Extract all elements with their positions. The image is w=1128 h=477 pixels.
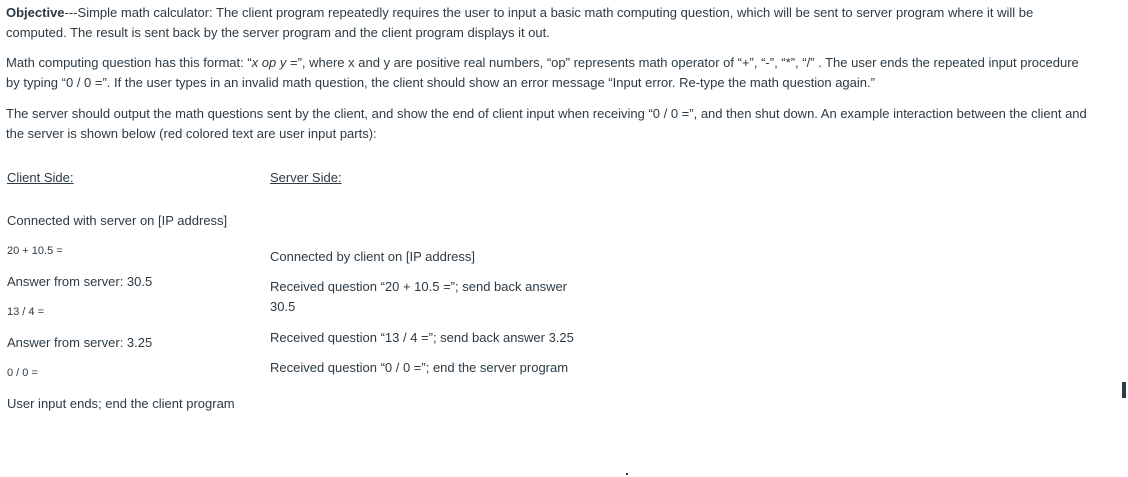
format-paragraph: [6, 53, 1096, 93]
client-line: Answer from server: 30.5: [7, 274, 153, 289]
server-line: Connected by client on [IP address]: [270, 249, 475, 264]
client-line: Answer from server: 3.25: [7, 335, 153, 350]
client-side-heading: Client Side:: [7, 170, 74, 185]
client-line: 0 / 0 =: [7, 367, 38, 379]
server-side-heading: Server Side:: [270, 170, 342, 185]
objective-text: ---Simple math calculator: The client program repeatedly requires the user to input a basic math computing question, which will be sent to server program where it will be computed. The result is sent back by the server program and the client program displays it out.: [6, 5, 1034, 40]
objective-label: Objective: [6, 5, 65, 20]
server-line: 30.5: [270, 299, 296, 314]
server-line: Received question “13 / 4 =”; send back answer 3.25: [270, 330, 574, 345]
dot-artifact: [626, 473, 628, 475]
client-line: 13 / 4 =: [7, 306, 45, 318]
objective-paragraph: [6, 3, 1096, 43]
server-line: Received question “0 / 0 =”; end the server program: [270, 360, 569, 375]
server-description-paragraph: The server should output the math questions sent by the client, and show the end of client input when receiving “0 / 0 =”, and then shut down. An example interaction between the client and the server is shown below (red colored text are user input parts):: [6, 106, 1087, 141]
client-line: User input ends; end the client program: [7, 396, 235, 411]
server-line: Received question “20 + 10.5 =”; send back answer: [270, 279, 568, 294]
client-line: Connected with server on [IP address]: [7, 213, 228, 228]
edge-artifact: [1122, 382, 1126, 398]
format-expression: x op y: [251, 55, 287, 70]
client-line: 20 + 10.5 =: [7, 245, 63, 257]
format-text-a: Math computing question has this format: “: [6, 55, 252, 70]
format-text-b: =”, where x and y are positive real numbers, “op” represents math operator of “+”, “-”, “*”, “/” . The user ends the repeated input procedure by typing “0 / 0 =”. If the user types in an invalid math question, the client should show an error message “Input error. Re-type the math question again.”: [6, 55, 1079, 90]
